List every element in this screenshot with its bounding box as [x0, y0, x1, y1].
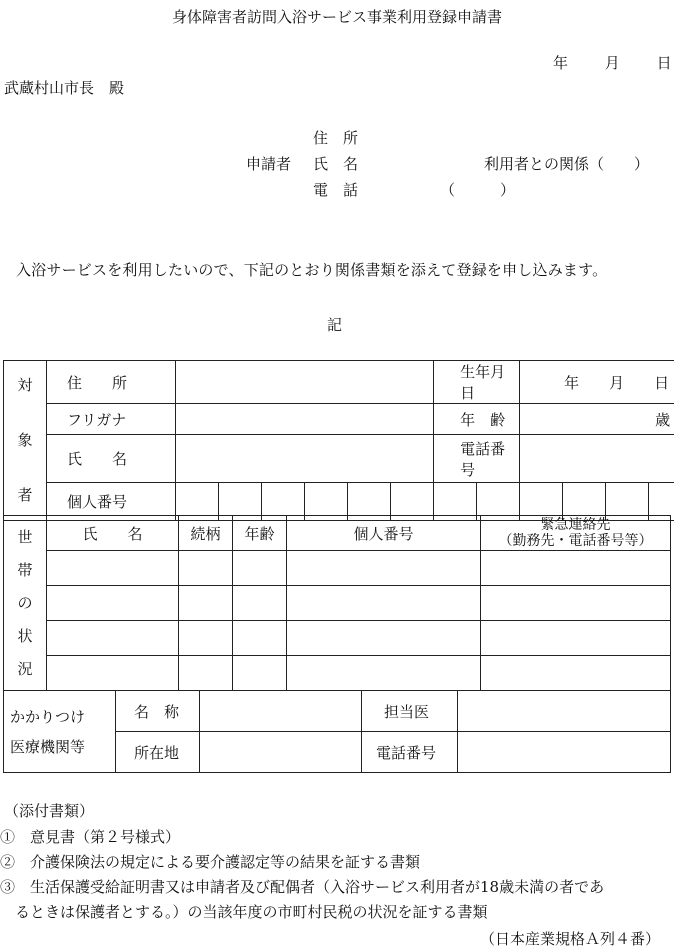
attachment-item-1: ① 意見書（第２号様式）: [0, 828, 181, 846]
subject-furigana-label: フリガナ: [47, 404, 176, 435]
subject-phone-label: 電話番号: [434, 435, 520, 483]
household-relation-field[interactable]: [179, 656, 233, 691]
household-name-field[interactable]: [47, 656, 179, 691]
subject-phone-field[interactable]: [520, 435, 674, 483]
subject-address-label: 住 所: [47, 361, 176, 404]
ki-mark: 記: [327, 316, 343, 334]
date-year: 年: [553, 54, 569, 72]
attachment-item-3: ③ 生活保護受給証明書又は申請者及び配偶者（入浴サービス利用者が18歳未満の者であ: [0, 878, 605, 896]
clinic-phone-label: 電話番号: [362, 732, 458, 773]
household-row: [4, 551, 671, 586]
household-row: [4, 656, 671, 691]
addressee: 武蔵村山市長 殿: [4, 79, 125, 97]
attachment-item-2: ② 介護保険法の規定による要介護認定等の結果を証する書類: [0, 853, 421, 871]
clinic-doctor-label: 担当医: [362, 691, 458, 732]
household-row: [4, 621, 671, 656]
household-name-field[interactable]: [47, 551, 179, 586]
household-relation-field[interactable]: [179, 586, 233, 621]
clinic-name-label: 名 称: [116, 691, 200, 732]
clinic-section-label: かかりつけ 医療機関等: [4, 691, 116, 773]
household-age-field[interactable]: [233, 586, 287, 621]
date-month: 月: [604, 54, 620, 72]
household-mynumber-field[interactable]: [287, 656, 481, 691]
subject-birthdate-label: 生年月日: [434, 361, 520, 404]
attachment-item-3-cont: るときは保護者とする。）の当該年度の市町村民税の状況を証する書類: [0, 903, 488, 921]
household-name-field[interactable]: [47, 621, 179, 656]
subject-age-label: 年 齢: [434, 404, 520, 435]
clinic-doctor-field[interactable]: [458, 691, 671, 732]
household-header-mynumber: 個人番号: [287, 516, 481, 551]
household-section-label: 世 帯 の 状 況: [4, 516, 47, 691]
subject-table: [3, 360, 674, 521]
applicant-address-label: 住 所: [313, 129, 359, 147]
household-age-field[interactable]: [233, 551, 287, 586]
household-emergency-field[interactable]: [481, 621, 671, 656]
paper-size-note: （日本産業規格Ａ列４番）: [479, 930, 660, 948]
clinic-name-field[interactable]: [200, 691, 362, 732]
clinic-phone-field[interactable]: [458, 732, 671, 773]
subject-address-field[interactable]: [176, 361, 434, 404]
household-relation-field[interactable]: [179, 551, 233, 586]
household-emergency-field[interactable]: [481, 551, 671, 586]
applicant-label: 申請者: [246, 155, 292, 173]
household-age-field[interactable]: [233, 656, 287, 691]
household-header-name: 氏 名: [47, 516, 179, 551]
subject-section-label: 対 象 者: [4, 361, 47, 521]
subject-mynumber-label: 個人番号: [47, 483, 176, 521]
date-day: 日: [656, 54, 672, 72]
household-header-relation: 続柄: [179, 516, 233, 551]
date-line: [553, 52, 672, 73]
household-name-field[interactable]: [47, 586, 179, 621]
clinic-address-field[interactable]: [200, 732, 362, 773]
household-relation-field[interactable]: [179, 621, 233, 656]
household-emergency-field[interactable]: [481, 586, 671, 621]
application-statement: 入浴サービスを利用したいので、下記のとおり関係書類を添えて登録を申し込みます。: [16, 261, 608, 279]
subject-furigana-field[interactable]: [176, 404, 434, 435]
household-age-field[interactable]: [233, 621, 287, 656]
applicant-phone-paren: （ ）: [440, 181, 516, 199]
subject-name-field[interactable]: [176, 435, 434, 483]
applicant-name-label: 氏 名: [313, 155, 359, 173]
household-header-age: 年齢: [233, 516, 287, 551]
household-header-emergency: 緊急連絡先 （勤務先・電話番号等）: [481, 516, 671, 551]
form-title: 身体障害者訪問入浴サービス事業利用登録申請書: [171, 8, 502, 26]
applicant-relation-label: 利用者との関係（ ）: [484, 155, 650, 173]
household-row: [4, 586, 671, 621]
household-mynumber-field[interactable]: [287, 621, 481, 656]
subject-age-field[interactable]: 歳: [520, 404, 674, 435]
household-emergency-field[interactable]: [481, 656, 671, 691]
attachments-heading: （添付書類）: [4, 802, 95, 820]
subject-birthdate-field[interactable]: 年 月 日: [520, 361, 674, 404]
household-table: [3, 515, 671, 691]
subject-name-label: 氏 名: [47, 435, 176, 483]
clinic-table: [3, 690, 671, 773]
clinic-address-label: 所在地: [116, 732, 200, 773]
household-mynumber-field[interactable]: [287, 551, 481, 586]
applicant-phone-label: 電 話: [313, 181, 359, 199]
household-mynumber-field[interactable]: [287, 586, 481, 621]
